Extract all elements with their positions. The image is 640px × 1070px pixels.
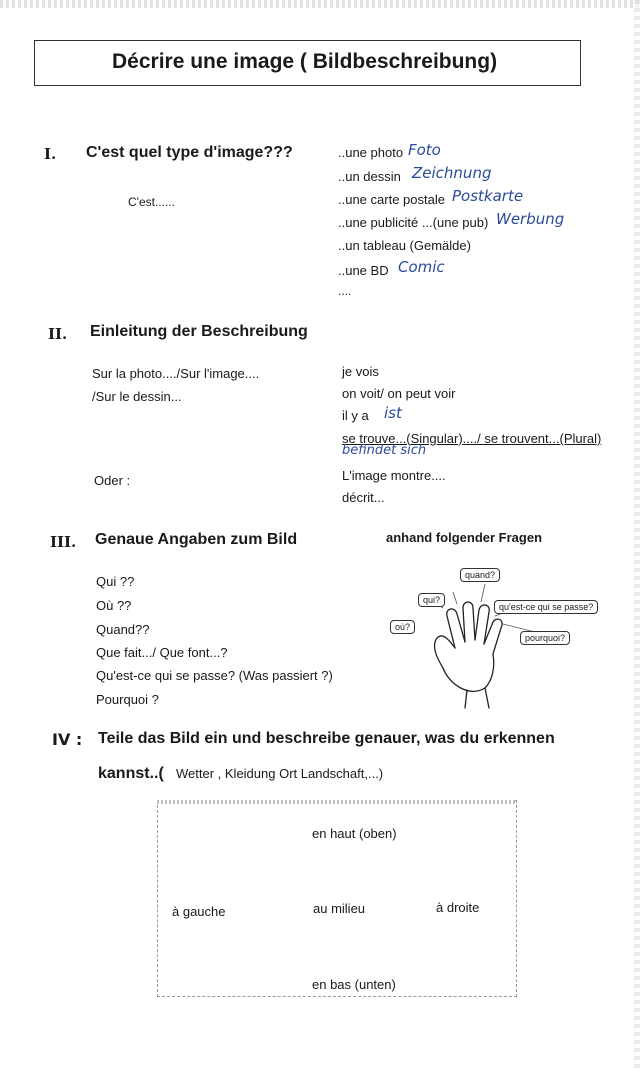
question: Pourquoi ? xyxy=(96,692,159,707)
grid-center-label: au milieu xyxy=(313,901,366,916)
intro-right: se trouve...(Singular)..../ se trouvent...(Plural) xyxy=(342,431,602,446)
description-grid-top-edge xyxy=(157,800,515,804)
question: Quand?? xyxy=(96,622,150,637)
type-option: ..un tableau (Gemälde) xyxy=(338,238,471,253)
section-4-line2: kannst..( xyxy=(98,765,164,782)
type-option-note: Comic xyxy=(398,258,445,276)
type-option: ..une publicité ...(une pub) xyxy=(338,215,489,230)
type-option-note: Foto xyxy=(408,141,441,159)
question: Qui ?? xyxy=(96,574,135,589)
question: Qu'est-ce qui se passe? (Was passiert ?) xyxy=(96,668,333,683)
intro-right: L'image montre.... xyxy=(342,468,446,483)
section-4-number: IV : xyxy=(52,730,83,749)
intro-right-note: befindet sich xyxy=(342,443,427,458)
section-2-heading: Einleitung der Beschreibung xyxy=(90,323,308,340)
intro-right: il y a xyxy=(342,408,369,423)
bubble-pourquoi: pourquoi? xyxy=(520,631,570,645)
intro-right: on voit/ on peut voir xyxy=(342,386,456,401)
bubble-qui: qui? xyxy=(418,593,445,607)
type-option: ..une BD xyxy=(338,263,389,278)
question: Que fait.../ Que font...? xyxy=(96,645,228,660)
grid-top-label: en haut (oben) xyxy=(312,826,397,841)
section-1-heading: C'est quel type d'image??? xyxy=(86,144,293,161)
grid-bottom-label: en bas (unten) xyxy=(312,977,396,992)
type-option-note: Postkarte xyxy=(452,187,524,205)
bubble-quand: quand? xyxy=(460,568,500,582)
type-option: .... xyxy=(338,284,352,298)
intro-right: décrit... xyxy=(342,490,385,505)
scan-edge-right xyxy=(634,0,640,1070)
intro-oder: Oder : xyxy=(94,473,131,488)
section-4-line1: Teile das Bild ein und beschreibe genauer, was du erkennen xyxy=(98,730,555,747)
type-option-note: Zeichnung xyxy=(412,164,492,182)
intro-left: /Sur le dessin... xyxy=(92,389,182,404)
grid-right-label: à droite xyxy=(436,900,480,915)
type-option: ..une carte postale xyxy=(338,192,445,207)
type-option: ..une photo xyxy=(338,145,404,160)
bubble-quest-ce: qu'est-ce qui se passe? xyxy=(494,600,598,614)
grid-left-label: à gauche xyxy=(172,904,226,919)
intro-right-note: ist xyxy=(384,404,402,422)
section-1-prompt: C'est...... xyxy=(128,195,175,209)
section-2-number: II. xyxy=(48,325,68,343)
type-option-note: Werbung xyxy=(496,210,565,228)
section-4-line2-small: Wetter , Kleidung Ort Landschaft,...) xyxy=(176,766,384,781)
intro-right: je vois xyxy=(342,364,379,379)
page-title: Décrire une image ( Bildbeschreibung) xyxy=(112,50,498,73)
scan-edge-top xyxy=(0,0,640,8)
section-1-number: I. xyxy=(44,145,57,163)
type-option: ..un dessin xyxy=(338,169,401,184)
intro-left: Sur la photo..../Sur l'image.... xyxy=(92,366,260,381)
bubble-ou: où? xyxy=(390,620,415,634)
section-3-side: anhand folgender Fragen xyxy=(386,530,543,545)
section-3-heading: Genaue Angaben zum Bild xyxy=(95,531,298,548)
section-3-number: III. xyxy=(50,533,77,551)
question: Où ?? xyxy=(96,598,132,613)
